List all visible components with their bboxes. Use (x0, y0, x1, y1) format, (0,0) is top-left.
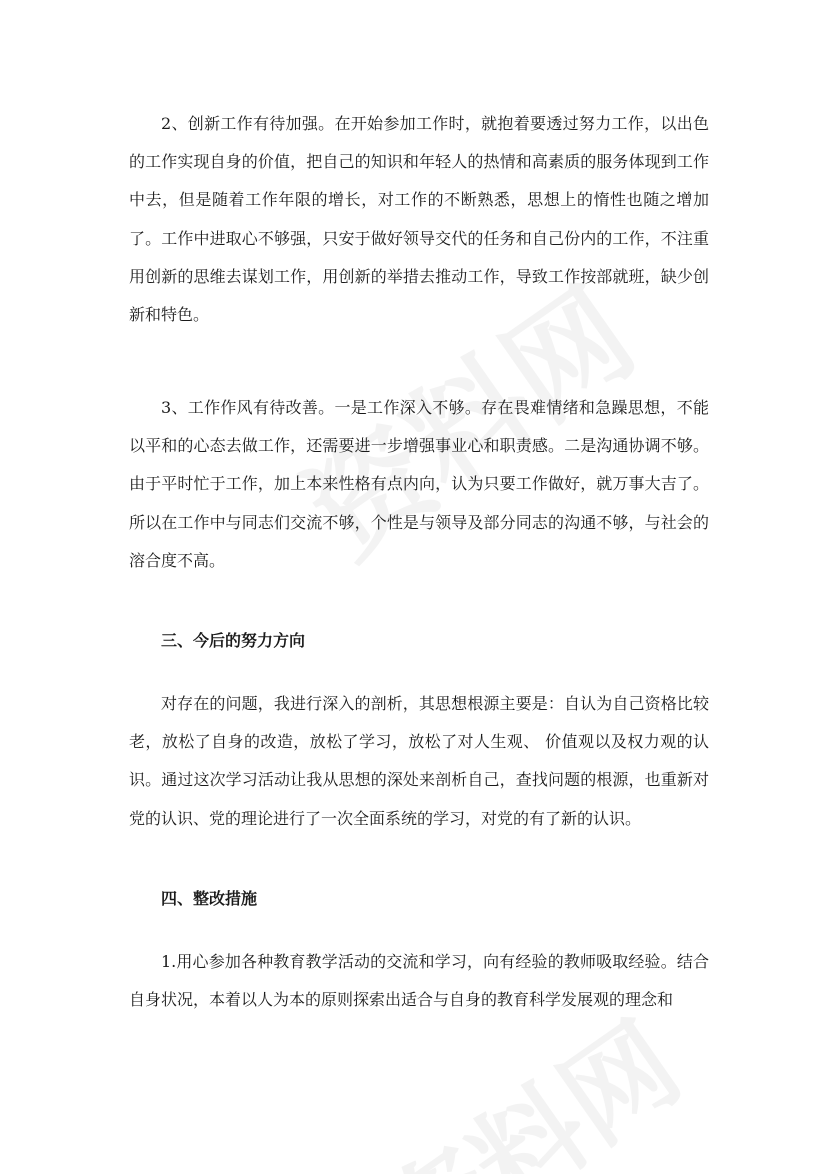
section-heading-measures: 四、整改措施 (161, 889, 258, 908)
paragraph-innovation: 2、创新工作有待加强。在开始参加工作时，就抱着要透过努力工作，以出色的工作实现自身的价值，把自己的知识和年轻人的热情和高素质的服务体现到工作中去，但是随着工作年限的增长，对工作的不断熟悉，思想上的惰性也随之增加了。工作中进取心不够强，只安于做好领导交代的任务和自己份内的工作，不注重用创新的思维去谋划工作，用创新的举措去推动工作，导致工作按部就班，缺少创新和特色。 (129, 114, 709, 325)
paragraph-measure-1: 1.用心参加各种教育教学活动的交流和学习，向有经验的教师吸取经验。结合自身状况，本着以人为本的原则探索出适合与自身的教育科学发展观的理念和 (129, 952, 709, 1010)
paragraph-direction: 对存在的问题，我进行深入的剖析，其思想根源主要是：自认为自己资格比较老，放松了自身的改造，放松了学习，放松了对人生观、 价值观以及权力观的认识。通过这次学习活动让我从思想的深处来剖析自己，查找问题的根源，也重新对党的认识、党的理论进行了一次全面系统的学习，对党的有了新的认识。 (129, 694, 709, 828)
section-heading-direction: 三、今后的努力方向 (161, 631, 306, 650)
paragraph-work-style: 3、工作作风有待改善。一是工作深入不够。存在畏难情绪和急躁思想，不能以平和的心态去做工作，还需要进一步增强事业心和职责感。二是沟通协调不够。由于平时忙于工作，加上本来性格有点内向，认为只要工作做好，就万事大吉了。所以在工作中与同志们交流不够，个性是与领导及部分同志的沟通不够，与社会的溶合度不高。 (129, 398, 709, 570)
